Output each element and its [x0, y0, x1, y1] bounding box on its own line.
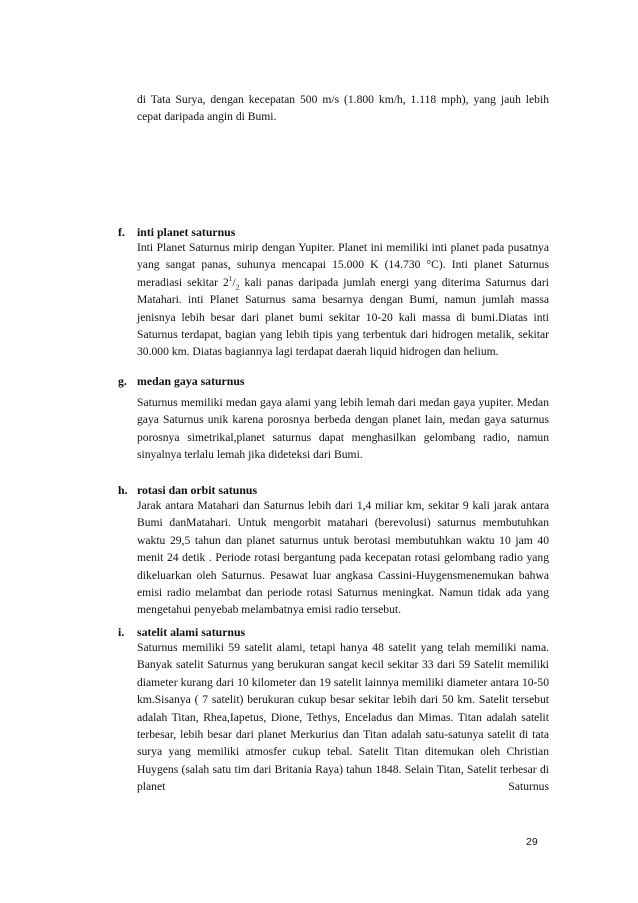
section-h-heading [118, 482, 257, 498]
section-g-body: Saturnus memiliki medan gaya alami yang lebih lemah dari medan gaya yupiter. Medan gaya Saturnus unik karena porosnya berbeda dengan planet lain, medan gaya saturnus porosnya simetrikal,planet saturnus dapat menghasilkan gelombang radio, namun sinyalnya terlalu lemah jika dideteksi dari Bumi. [137, 396, 549, 462]
section-f-heading [118, 224, 235, 240]
section-f-body [137, 239, 549, 361]
fraction-numerator: 1 [228, 273, 233, 283]
section-h-body: Jarak antara Matahari dan Saturnus lebih dari 1,4 miliar km, sekitar 9 kali jarak antara Bumi danMatahari. Untuk mengorbit matahari (berevolusi) saturnus membutuhkan waktu 29,5 tahun dan planet saturnus untuk berotasi membutuhkan waktu 10 jam 40 menit 24 detik . Periode rotasi bergantung pada kecepatan rotasi gelombang radio yang dikeluarkan oleh Saturnus. Pesawat luar angkasa Cassini-Huygensmenemukan bahwa emisi radio melambat dan periode rotasi Saturnus meningkat. Namun tidak ada yang mengetahui penyebab melambatnya emisi radio tersebut. [137, 499, 549, 617]
section-i-letter: i. [118, 625, 125, 639]
section-h-title: rotasi dan orbit satunus [137, 483, 258, 497]
section-i-title: satelit alami saturnus [137, 625, 246, 639]
section-f-letter: f. [118, 225, 125, 239]
section-f-body-after: kali panas daripada jumlah energi yang diterima Saturnus dari Matahari. inti Planet Saturnus sama besarnya dengan Bumi, namun jumlah massa jenisnya lebih besar dari planet bumi sekitar 10-20 kali massa di bumi.Diatas inti Saturnus terdapat, bagian yang lebih tipis yang terbentuk dari hidrogen metalik, sekitar 30.000 km. Diatas bagiannya lagi terdapat daerah liquid hidrogen dan helium. [137, 275, 549, 359]
intro-paragraph: di Tata Surya, dengan kecepatan 500 m/s (1.800 km/h, 1.118 mph), yang jauh lebih cepat daripada angin di Bumi. [137, 93, 549, 124]
section-f-title: inti planet saturnus [137, 225, 236, 239]
section-g-title: medan gaya saturnus [137, 374, 245, 388]
section-g-letter: g. [118, 374, 127, 388]
section-i-heading [118, 624, 245, 640]
page-number: 29 [526, 836, 538, 848]
fraction-denominator: 2 [235, 282, 240, 292]
section-h-letter: h. [118, 483, 128, 497]
section-g-heading [118, 373, 245, 389]
section-f-body-before: Inti Planet Saturnus mirip dengan Yupiter. Planet ini memiliki inti planet pada pusatnya yang sangat panas, suhunya mencapai 15.000 K (14.730 °C). Inti planet Saturnus meradiasi sekitar 2 [137, 241, 549, 289]
fraction-slash: / [232, 275, 236, 289]
section-i-body: Saturnus memiliki 59 satelit alami, tetapi hanya 48 satelit yang telah memiliki nama. Banyak satelit Saturnus yang berukuran sangat kecil sekitar 33 dari 59 Satelit memiliki diameter kurang dari 10 kilometer dan 19 satelit lainnya memiliki diameter antara 10-50 km.Sisanya ( 7 satelit) berukuran cukup besar sekitar lebih dari 50 km. Satelit tersebut adalah Titan, Rhea,Iapetus, Dione, Tethys, Enceladus dan Mimas. Titan adalah satelit terbesar, lebih besar dari planet Merkurius dan Titan adalah satu-satunya satelit di tata surya yang memiliki atmosfer cukup tebal. Satelit Titan ditemukan oleh Christian Huygens (salah satu tim dari Britania Raya) tahun 1848. Selain Titan, Satelit terbesar di planet Saturnus [137, 641, 549, 794]
